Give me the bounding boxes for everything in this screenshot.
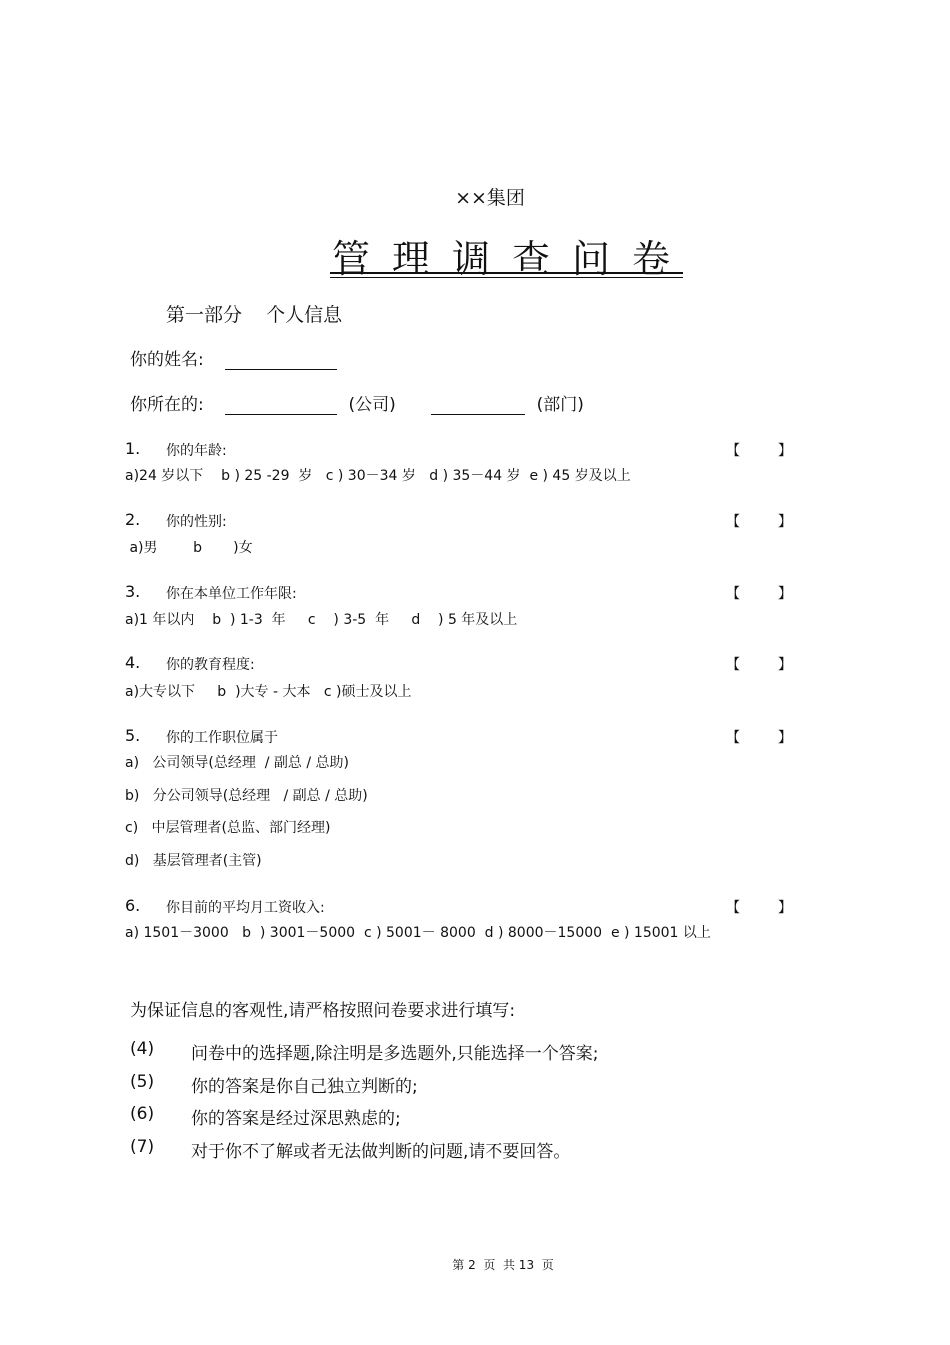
- question-text: 你目前的平均月工资收入:: [166, 900, 325, 916]
- org-label: 你所在的:: [130, 395, 204, 415]
- question-options: a)男 b )女: [125, 540, 253, 556]
- rule-text: 对于你不了解或者无法做判断的问题,请不要回答。: [191, 1142, 571, 1162]
- question-number: 3.: [125, 582, 141, 601]
- bracket-close: 】: [778, 657, 792, 673]
- bracket-close: 】: [778, 730, 792, 746]
- answer-bracket[interactable]: [726, 654, 792, 674]
- answer-bracket[interactable]: [726, 897, 792, 917]
- org-field-row: [130, 390, 584, 415]
- option-item: c) 中层管理者(总监、部门经理): [125, 820, 331, 836]
- bracket-close: 】: [778, 900, 792, 916]
- bracket-open: 【: [726, 443, 740, 459]
- question-number: 6.: [125, 896, 141, 915]
- question-text: 你在本单位工作年限:: [166, 586, 297, 602]
- rule-number: (4): [130, 1039, 155, 1059]
- rule-number: (7): [130, 1137, 155, 1157]
- rule-number: (6): [130, 1104, 155, 1124]
- title-underline: [330, 272, 683, 278]
- company-name: ××集团: [455, 187, 525, 209]
- rule-number: (5): [130, 1072, 155, 1092]
- bracket-open: 【: [726, 657, 740, 673]
- bracket-close: 】: [778, 443, 792, 459]
- answer-bracket[interactable]: [726, 511, 792, 531]
- document-title: 管理调查问卷: [332, 237, 693, 281]
- question-number: 1.: [125, 439, 141, 458]
- company-suffix: (公司): [348, 395, 396, 415]
- bracket-close: 】: [778, 586, 792, 602]
- answer-bracket[interactable]: [726, 440, 792, 460]
- bracket-open: 【: [726, 730, 740, 746]
- instructions-intro: 为保证信息的客观性,请严格按照问卷要求进行填写:: [130, 1001, 516, 1021]
- bracket-close: 】: [778, 514, 792, 530]
- option-item: d) 基层管理者(主管): [125, 853, 262, 869]
- name-label: 你的姓名:: [130, 350, 204, 370]
- answer-bracket[interactable]: [726, 583, 792, 603]
- question-options: a)大专以下 b )大专 - 大本 c )硕士及以上: [125, 684, 412, 700]
- question-options: a)24 岁以下 b ) 25 -29 岁 c ) 30－34 岁 d ) 35－44 岁 e ) 45 岁及以上: [125, 468, 631, 484]
- option-item: b) 分公司领导(总经理 / 副总 / 总助): [125, 788, 368, 804]
- bracket-open: 【: [726, 586, 740, 602]
- bracket-open: 【: [726, 900, 740, 916]
- answer-bracket[interactable]: [726, 727, 792, 747]
- dept-blank[interactable]: [431, 396, 525, 415]
- question-number: 5.: [125, 726, 141, 745]
- rule-text: 你的答案是你自己独立判断的;: [191, 1077, 418, 1097]
- name-field-row: [130, 345, 337, 370]
- name-blank[interactable]: [225, 351, 337, 370]
- page-footer: 第 2 页 共 13 页: [452, 1258, 554, 1272]
- rule-text: 问卷中的选择题,除注明是多选题外,只能选择一个答案;: [191, 1044, 599, 1064]
- question-options: a)1 年以内 b ) 1-3 年 c ) 3-5 年 d ) 5 年及以上: [125, 612, 518, 628]
- rule-text: 你的答案是经过深思熟虑的;: [191, 1109, 401, 1129]
- option-item: a) 公司领导(总经理 / 副总 / 总助): [125, 755, 349, 771]
- question-number: 4.: [125, 653, 141, 672]
- question-text: 你的教育程度:: [166, 657, 255, 673]
- question-text: 你的性别:: [166, 514, 227, 530]
- company-blank[interactable]: [225, 396, 337, 415]
- question-number: 2.: [125, 510, 141, 529]
- section-heading: 第一部分 个人信息: [166, 304, 343, 326]
- question-options: a) 1501－3000 b ) 3001－5000 c ) 5001－ 8000 d ) 8000－15000 e ) 15001 以上: [125, 925, 711, 941]
- question-text: 你的年龄:: [166, 443, 227, 459]
- question-text: 你的工作职位属于: [166, 730, 278, 746]
- bracket-open: 【: [726, 514, 740, 530]
- dept-suffix: (部门): [536, 395, 584, 415]
